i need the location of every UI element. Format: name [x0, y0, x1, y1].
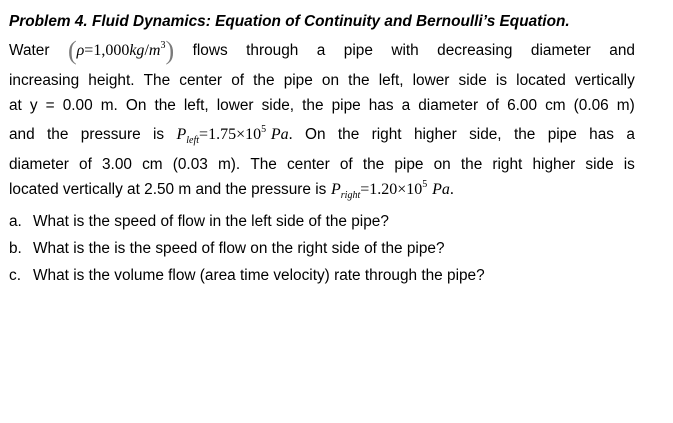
question-list [9, 208, 635, 289]
statement-line-4 [9, 118, 635, 152]
word: = [45, 97, 55, 114]
statement-line-5 [9, 152, 635, 177]
question-label: c. [9, 267, 21, 284]
question-label: a. [9, 213, 22, 230]
statement-line-2 [9, 68, 635, 93]
pressure-exponent: 5 [261, 124, 267, 135]
pressure-symbol: P [176, 126, 187, 143]
word: the [348, 72, 370, 89]
word: located [516, 72, 566, 89]
paren-close: ) [165, 36, 175, 65]
word: the [47, 126, 69, 143]
paren-open: ( [67, 36, 77, 65]
pressure-unit: Pa [432, 181, 450, 198]
word: pressure [80, 126, 141, 143]
word: higher [413, 126, 457, 143]
word: 0.00 [62, 97, 93, 114]
word: of [231, 72, 245, 89]
word: right [492, 156, 523, 173]
pressure-end: . [288, 126, 293, 143]
pressure-value: =1.20×10 [360, 181, 423, 198]
pressure-value: =1.75×10 [199, 126, 262, 143]
word: left, [183, 97, 209, 114]
word: y [29, 97, 38, 114]
word: m). [217, 156, 241, 173]
word: has [368, 97, 394, 114]
word: of [339, 156, 353, 173]
word: The [250, 156, 277, 173]
pressure-exponent: 5 [422, 179, 428, 190]
word: height. [88, 72, 135, 89]
word: a [316, 42, 326, 59]
statement-line-6 [9, 177, 635, 202]
word: side, [469, 126, 502, 143]
word: pipe [283, 72, 313, 89]
density-expression [68, 34, 174, 68]
pressure-left-expression [176, 118, 292, 152]
word: is [495, 72, 508, 89]
word: and [609, 42, 635, 59]
word: m) [616, 97, 635, 114]
word: higher [532, 156, 576, 173]
word: the [253, 72, 275, 89]
pressure-subscript: left [186, 135, 200, 146]
word: the [362, 156, 385, 173]
word: 6.00 [507, 97, 538, 114]
rho-unit-exponent: 3 [160, 40, 166, 51]
word: side, [261, 97, 295, 114]
word: cm [545, 97, 566, 114]
word: side [458, 72, 487, 89]
word: m. [100, 97, 118, 114]
word: diameter [530, 42, 591, 59]
word: the [337, 126, 360, 143]
word: side [585, 156, 614, 173]
word: with [391, 42, 419, 59]
question-label: b. [9, 240, 22, 257]
word: the [460, 156, 483, 173]
word: flows [192, 42, 228, 59]
word: is [623, 156, 635, 173]
question-item [9, 208, 635, 235]
rho-unit-slash: / [144, 42, 149, 59]
problem-document [9, 10, 635, 289]
word: decreasing [437, 42, 513, 59]
pressure-unit: Pa [270, 126, 289, 143]
pressure-right-expression [331, 177, 454, 202]
word: right [371, 126, 402, 143]
word: on [433, 156, 451, 173]
word: diameter [418, 97, 479, 114]
word: On [125, 97, 147, 114]
word: cm [142, 156, 163, 173]
statement-line-3 [9, 93, 635, 118]
pressure-subscript: right [340, 190, 361, 201]
rho-unit-m: m [148, 42, 161, 59]
word: On [305, 126, 326, 143]
rho-unit-kg: kg [129, 42, 145, 59]
word: a [626, 126, 635, 143]
question-item [9, 235, 635, 262]
word: center [286, 156, 330, 173]
word: (0.06 [573, 97, 609, 114]
question-item [9, 262, 635, 289]
word: the [154, 97, 176, 114]
rho-value: =1,000 [84, 42, 130, 59]
word: is [153, 126, 165, 143]
pressure-end: . [449, 181, 454, 198]
statement-line-1 [9, 34, 635, 68]
word: the [513, 126, 536, 143]
problem-title: Problem 4. Fluid Dynamics: Equation of Continuity and Bernoulli’s Equation. [9, 13, 570, 30]
question-text: What is the volume flow (area time velocity) rate through the pipe? [33, 267, 485, 284]
word: has [589, 126, 614, 143]
word: of [79, 156, 92, 173]
word: at [9, 97, 22, 114]
question-text: What is the is the speed of flow on the right side of the pipe? [33, 240, 445, 257]
rho-symbol: ρ [76, 42, 85, 59]
problem-statement [9, 34, 635, 202]
word: increasing [9, 72, 80, 89]
word: vertically [574, 72, 635, 89]
pressure-symbol: P [331, 181, 341, 198]
question-text: What is the speed of flow in the left side of the pipe? [33, 213, 389, 230]
word: (0.03 [172, 156, 208, 173]
statement-text: located vertically at 2.50 m and the pressure is [9, 181, 327, 198]
word: left, [378, 72, 404, 89]
word: on [321, 72, 340, 89]
word: through [246, 42, 299, 59]
word: pipe [331, 97, 361, 114]
word: of [486, 97, 500, 114]
word: a [401, 97, 411, 114]
word: 3.00 [101, 156, 132, 173]
word: center [179, 72, 223, 89]
word: lower [216, 97, 254, 114]
word: the [302, 97, 324, 114]
word: and [9, 126, 35, 143]
word: The [143, 72, 171, 89]
word: lower [412, 72, 450, 89]
word: Water [9, 42, 50, 59]
word: diameter [9, 156, 69, 173]
word: pipe [394, 156, 424, 173]
word: pipe [343, 42, 373, 59]
word: pipe [547, 126, 577, 143]
